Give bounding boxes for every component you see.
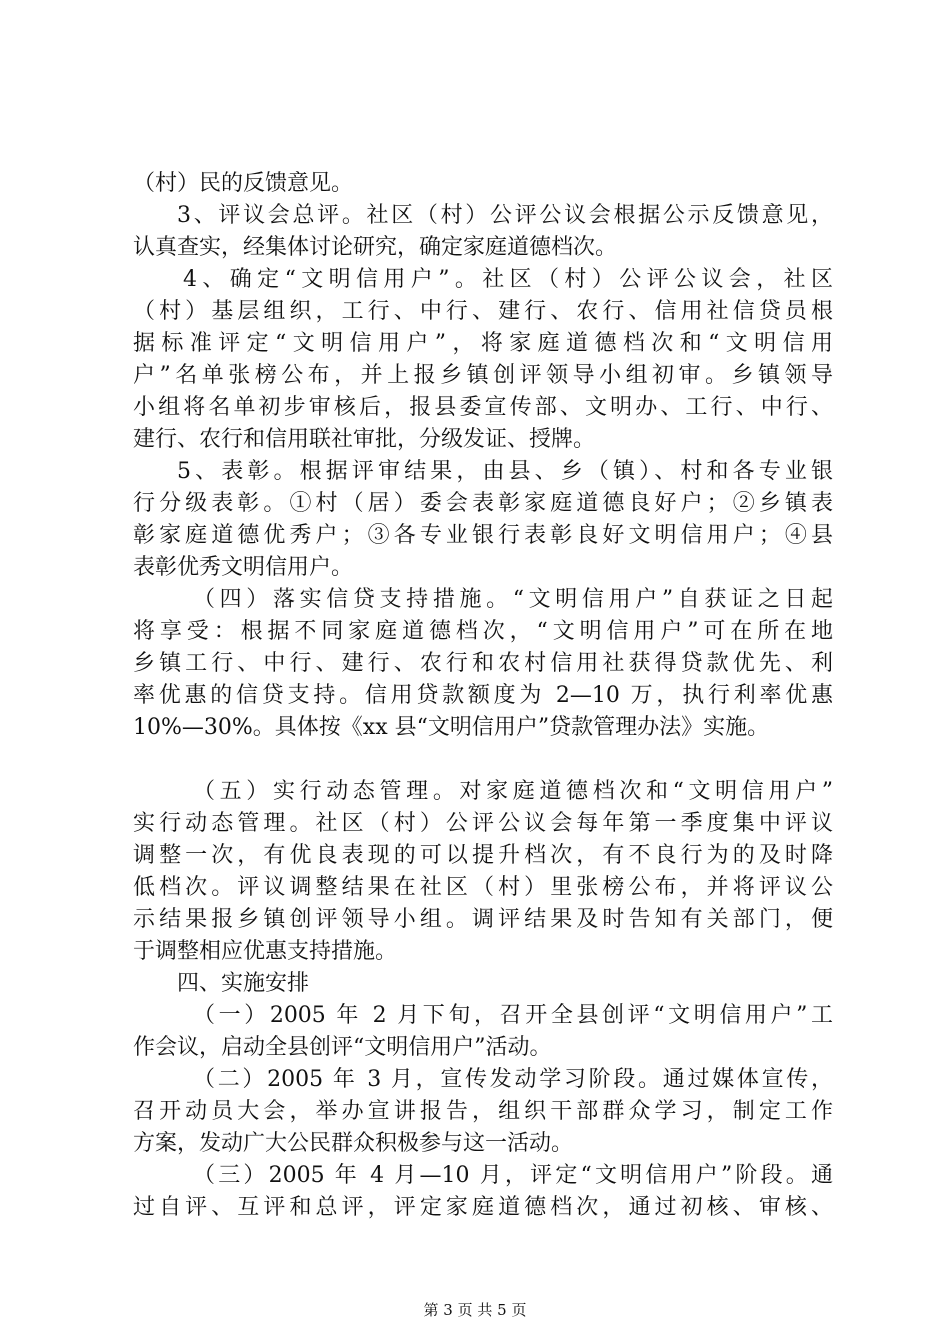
text-line: （四）落实信贷支持措施。“文明信用户”自获证之日起 [193, 587, 833, 612]
text-line: 低档次。评议调整结果在社区（村）里张榜公布，并将评议公 [133, 875, 833, 900]
text-line: （村）民的反馈意见。 [133, 171, 354, 196]
text-line: 作会议，启动全县创评“文明信用户”活动。 [133, 1035, 552, 1060]
text-line: 实行动态管理。社区（村）公评公议会每年第一季度集中评议 [133, 811, 833, 836]
text-line: 彰家庭道德优秀户；③各专业银行表彰良好文明信用户；④县 [133, 523, 833, 548]
text-line: 方案，发动广大公民群众积极参与这一活动。 [133, 1131, 574, 1156]
text-line: （二）2005 年 3 月，宣传发动学习阶段。通过媒体宣传， [193, 1067, 833, 1092]
text-line: 示结果报乡镇创评领导小组。调评结果及时告知有关部门，便 [133, 907, 833, 932]
text-line: 召开动员大会，举办宣讲报告，组织干部群众学习，制定工作 [133, 1099, 833, 1124]
text-line: 表彰优秀文明信用户。 [133, 555, 354, 580]
text-line: 行分级表彰。①村（居）委会表彰家庭道德良好户；②乡镇表 [133, 491, 833, 516]
text-line: 将享受：根据不同家庭道德档次，“文明信用户”可在所在地 [133, 619, 833, 644]
text-line: 据标准评定“文明信用户”，将家庭道德档次和“文明信用 [133, 331, 833, 356]
text-line: 乡镇工行、中行、建行、农行和农村信用社获得贷款优先、利 [133, 651, 833, 676]
text-line: （村）基层组织，工行、中行、建行、农行、信用社信贷员根 [133, 299, 833, 324]
text-line: 认真查实，经集体讨论研究，确定家庭道德档次。 [133, 235, 618, 260]
text-line: 4、确定“文明信用户”。社区（村）公评公议会，社区 [183, 267, 833, 292]
document-body [133, 168, 833, 1224]
text-line: 调整一次，有优良表现的可以提升档次，有不良行为的及时降 [133, 843, 833, 868]
text-line: 户”名单张榜公布，并上报乡镇创评领导小组初审。乡镇领导 [133, 363, 833, 388]
text-line: 于调整相应优惠支持措施。 [133, 939, 398, 964]
text-line: 建行、农行和信用联社审批，分级发证、授牌。 [133, 427, 596, 452]
text-line: （一）2005 年 2 月下旬，召开全县创评“文明信用户”工 [193, 1003, 833, 1028]
text-line: （五）实行动态管理。对家庭道德档次和“文明信用户” [193, 779, 833, 804]
page-footer: 第 3 页 共 5 页 [423, 1301, 527, 1319]
paragraph-gap [133, 744, 833, 776]
section-heading: 四、实施安排 [177, 971, 310, 996]
text-line: 5、表彰。根据评审结果，由县、乡（镇）、村和各专业银 [177, 459, 833, 484]
text-line: 小组将名单初步审核后，报县委宣传部、文明办、工行、中行、 [133, 395, 833, 420]
text-line: 率优惠的信贷支持。信用贷款额度为 2—10 万，执行利率优惠 [133, 683, 833, 708]
text-line: 3、评议会总评。社区（村）公评公议会根据公示反馈意见， [177, 203, 833, 228]
text-line: （三）2005 年 4 月—10 月，评定“文明信用户”阶段。通 [193, 1163, 833, 1188]
text-line: 过自评、互评和总评，评定家庭道德档次，通过初核、审核、 [133, 1195, 833, 1220]
text-line: 10%—30%。具体按《xx 县“文明信用户”贷款管理办法》实施。 [133, 715, 770, 740]
